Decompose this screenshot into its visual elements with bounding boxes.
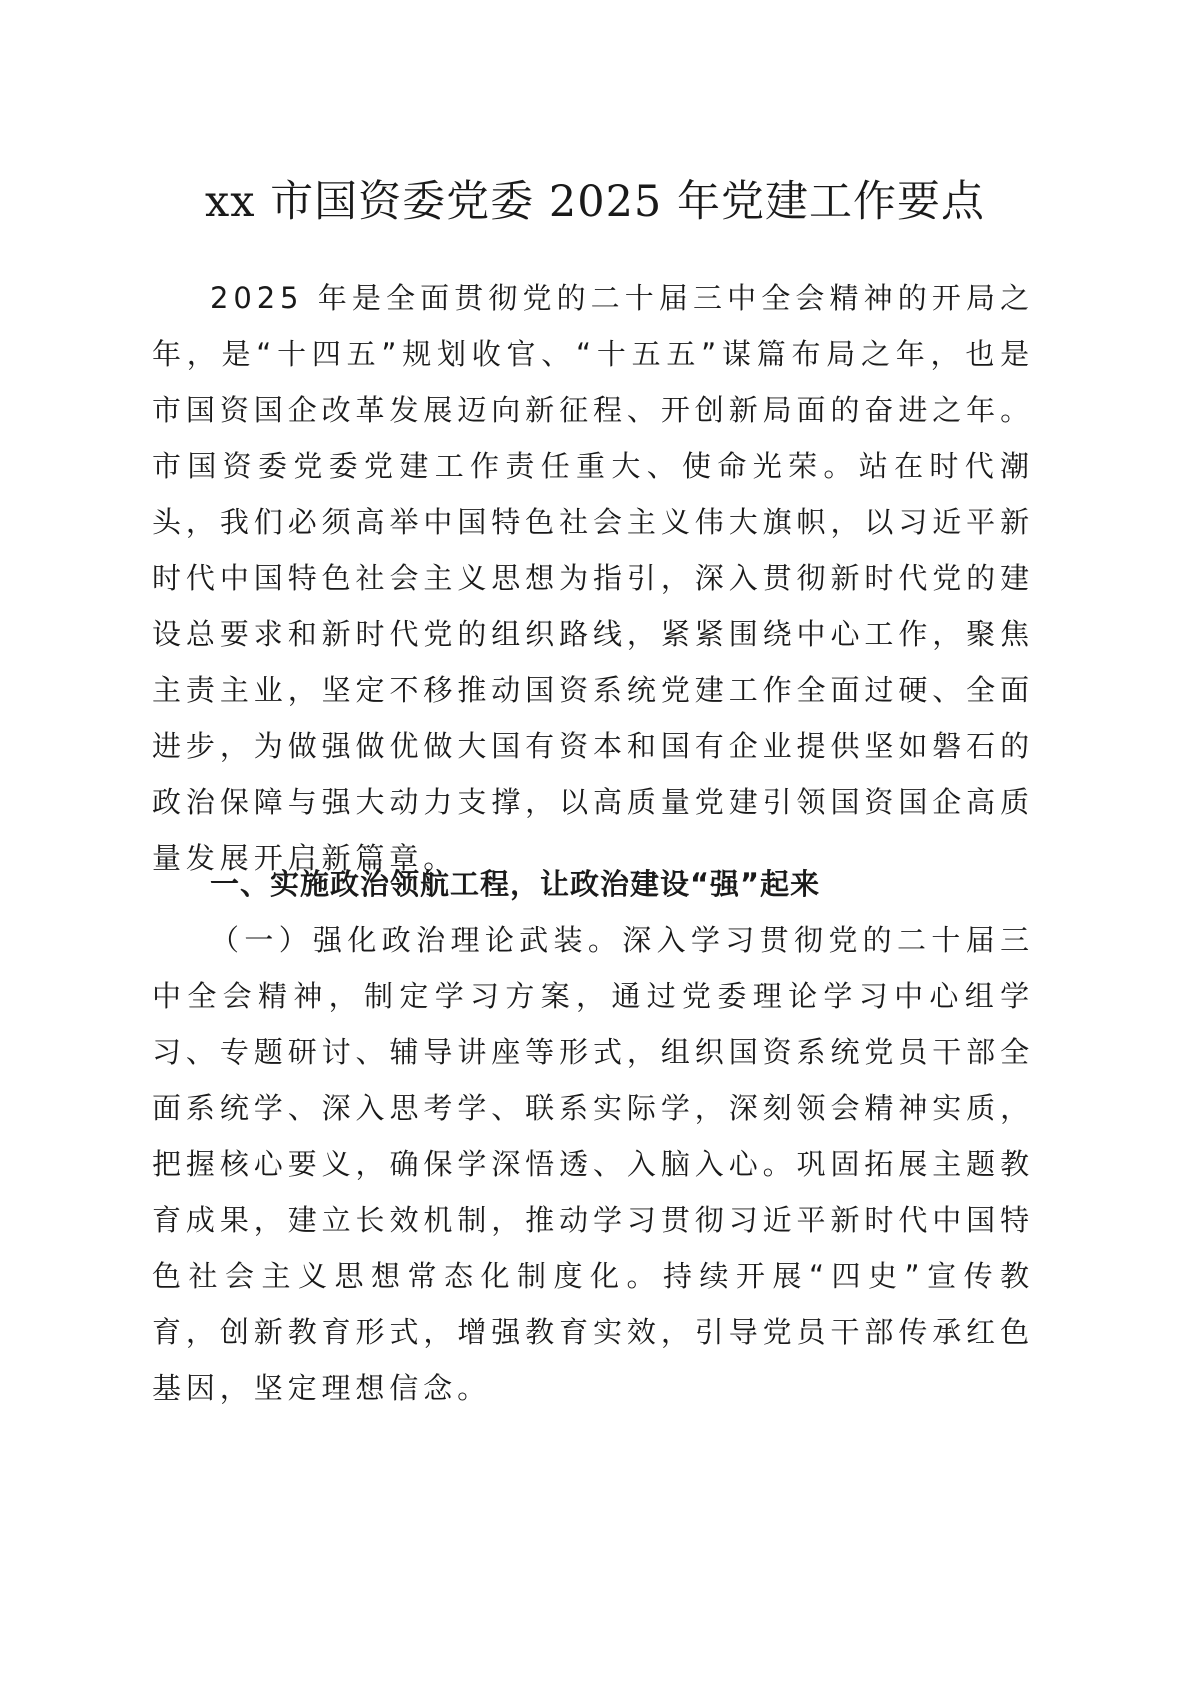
section-heading-political-leadership: 一、实施政治领航工程，让政治建设“强”起来 [210,867,821,901]
document-title: xx 市国资委党委 2025 年党建工作要点 [205,177,985,227]
subsection-paragraph-theory-armament: （一）强化政治理论武装。深入学习贯彻党的二十届三中全会精神，制定学习方案，通过党委理论学习中心组学习、专题研讨、辅导讲座等形式，组织国资系统党员干部全面系统学、深入思考学、联系实际学，深刻领会精神实质，把握核心要义，确保学深悟透、入脑入心。巩固拓展主题教育成果，建立长效机制，推动学习贯彻习近平新时代中国特色社会主义思想常态化制度化。持续开展“四史”宣传教育，创新教育形式，增强教育实效，引导党员干部传承红色基因，坚定理想信念。 [152,923,1034,1405]
intro-paragraph: 2025 年是全面贯彻党的二十届三中全会精神的开局之年，是“十四五”规划收官、“十五五”谋篇布局之年，也是市国资国企改革发展迈向新征程、开创新局面的奋进之年。市国资委党委党建工作责任重大、使命光荣。站在时代潮头，我们必须高举中国特色社会主义伟大旗帜，以习近平新时代中国特色社会主义思想为指引，深入贯彻新时代党的建设总要求和新时代党的组织路线，紧紧围绕中心工作，聚焦主责主业，坚定不移推动国资系统党建工作全面过硬、全面进步，为做强做优做大国有资本和国有企业提供坚如磐石的政治保障与强大动力支撑，以高质量党建引领国资国企高质量发展开启新篇章。 [152,281,1034,875]
